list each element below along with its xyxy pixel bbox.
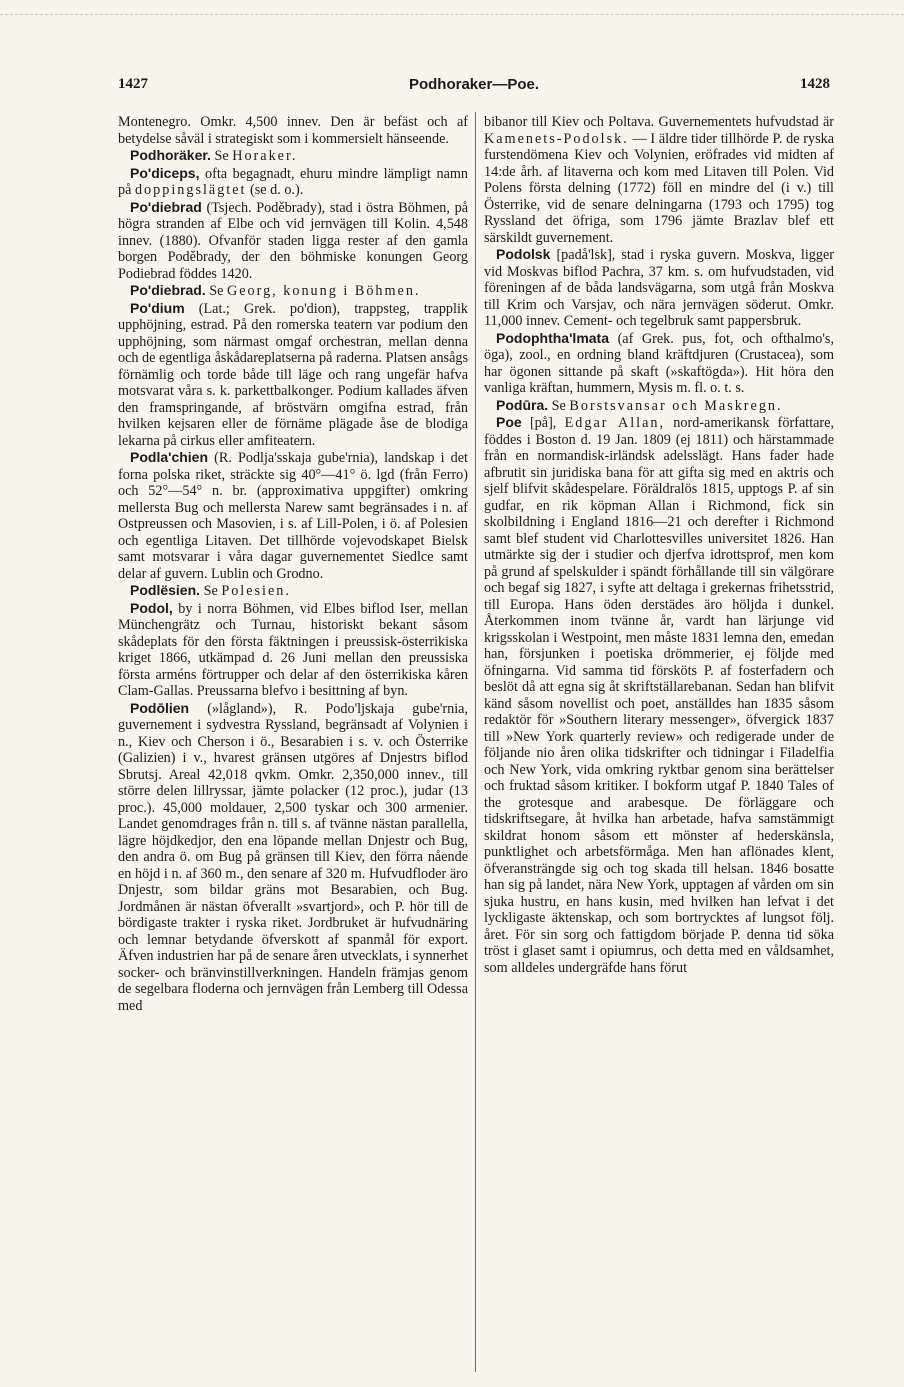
entry-text: bibanor till Kiev och Poltava. Guvernementets hufvudstad är (484, 114, 834, 130)
entry-text: [padå'lsk], stad i ryska guvern. Moskva, ligger vid Moskvas biflod Pachra, 37 km. s. om hufvudstaden, vid föreningen af de båda landsvägarna, som utgå från Moskva till Krim och Varsjav, och nära jernvägen söderut. Omkr. 11,000 innev. Cement- och tegelbruk samt pappersbruk. (484, 247, 835, 329)
entry-headword: Podōlien (130, 699, 190, 716)
entry-text: (Lat.; Grek. po'dion), trappsteg, trapplik upphöjning, estrad. På den romerska teatern var podium den upphöjning, som närmast omgaf orchestran, mellan denna och de egentliga åskådareplatserna på raderna. Platsen ansågs förnämlig och torde både till läge och rang ungefär hafva motsvarat våra s. k. parkettbalkonger. Podium kallades äfven den framspringande, af bröstvärn omgifna estrad, från hvilken kejsaren eller de förnäme plägade åse de blodiga lekarna på cirkus eller amfiteatern. (118, 300, 468, 449)
dictionary-entry (118, 600, 468, 700)
entry-text: (af Grek. pus, fot, och ofthalmo's, öga), zool., en ordning bland kräftdjuren (Crustacea), som har ögonen sittande på skaft (»skaftögda»). Hit höra den vanliga kräftan, hummern, Mysis m. fl. o. t. s. (484, 330, 834, 396)
entry-see-label: Se (214, 148, 229, 164)
dictionary-entry (118, 165, 468, 199)
right-column (484, 114, 834, 976)
dictionary-entry (118, 300, 468, 450)
dictionary-entry (118, 582, 468, 600)
entry-cross-reference: Georg, konung i Böhmen. (226, 283, 421, 299)
entry-text: by i norra Böhmen, vid Elbes biflod Iser, mellan Münchengrätz och Turnau, historiskt bekant såsom skådeplats för den första fäktningen i preussisk-österrikiska kriget 1866, utkämpad d. 26 Juni mellan den preussiska första arméns förtrupper och delar af den österrikiska kåren Clam-Gallas. Preussarna blefvo i besittning af byn. (118, 600, 469, 699)
dictionary-entry (484, 330, 834, 397)
entry-text: (R. Podlja'sskaja gube'rnia), landskap i det forna polska riket, sträckte sig 40°—41° ö. lgd (från Ferro) och 52°—54° n. br. (approximativa uppgifter) omkring mellersta Bug och mellersta Narew samt begränsades i n. af Ostpreussen och Masovien, i s. af Lill-Polen, i ö. af Polesien och egentliga Litaven. Det tillhörde vojevodskapet Bielsk samt motsvarar i våra dagar guvernementet Siedlce samt delar af guvern. Lublin och Grodno. (118, 450, 468, 582)
entry-text: (Tsjech. Poděbrady), stad i östra Böhmen, på högra stranden af Elbe och vid jernvägen till Kolin. 4,548 innev. (1880). Ofvanför staden ligga rester af den gamla borgen Poděbrady, der den böhmiske konungen Georg Podiebrad föddes 1420. (118, 199, 469, 282)
entry-headword: Po'dium (130, 299, 185, 316)
page-number-left: 1427 (118, 76, 148, 92)
dictionary-entry (484, 414, 834, 976)
entry-text-continued: (se d. o.). (250, 182, 304, 198)
entry-text: [på], (529, 415, 557, 431)
entry-see-label: Se (551, 397, 566, 414)
dictionary-entry (118, 199, 468, 283)
dictionary-entry (484, 114, 834, 246)
entry-headword: Podol, (130, 599, 173, 616)
entry-headword: Po'diceps, (130, 164, 200, 181)
entry-headword: Poe (496, 414, 522, 430)
entry-text: ofta begagnadt, ehuru mindre lämpligt namn på (118, 165, 469, 198)
entry-cross-reference: Horaker. (232, 148, 298, 164)
dictionary-entry (118, 114, 468, 147)
entry-cross-reference: Borstsvansar och Maskregn. (569, 397, 783, 414)
column-divider (475, 112, 476, 1372)
left-column (118, 114, 468, 1014)
dictionary-entry (484, 246, 834, 330)
page-number-right: 1428 (800, 76, 830, 92)
entry-cross-reference: Edgar Allan, (564, 415, 666, 431)
dictionary-entry (118, 282, 468, 300)
entry-headword: Podūra. (496, 396, 549, 413)
entry-headword: Podla'chien (130, 449, 209, 465)
entry-text: Montenegro. Omkr. 4,500 innev. Den är befäst och af betydelse såväl i strategiskt som i kommersielt hänseende. (118, 114, 468, 147)
entry-cross-reference: Kamenets-Podolsk. (484, 130, 629, 147)
entry-see-label: Se (209, 283, 224, 299)
entry-text: (»lågland»), R. Podo'ljskaja gube'rnia, guvernement i sydvestra Ryssland, begränsadt af Volynien i n., Kiev och Cherson i ö., Besarabien i s. v. och Österrike (Galizien) i v., hvarest gränsen utgöres af Dnjestrs biflod Sbrutsj. Areal 42,018 qvkm. Omkr. 2,350,000 innev., till större delen lillryssar, jämte polacker (12 proc.), judar (13 proc.). 45,000 moldauer, 2,500 tyskar och 300 armenier. Landet genomdrages från n. till s. af tvänne nästan parallella, lägre höjdkedjor, den ena löpande mellan Dnjestr och Bug, den andra ö. om Bug på gränsen till Kiev, den förra nående en höjd i n. af 360 m., den senare af 320 m. Hufvudfloder äro Dnjestr, som bildar gräns mot Besarabien, och Bug. Jordmånen är nästan öfverallt »svartjord», och P. hör till de bördigaste trakter i ryska riket. Jordbruket är hufvudnäring och lemnar betydande öfverskott af spanmål för export. Äfven industrien har på de senare åren utvecklats, i synnerhet socker- och bränvinstillverkningen. Handeln främjas genom de segelbara floderna och jernvägen från Lemberg till Odessa med (118, 700, 469, 1014)
entry-headword: Podophtha'lmata (496, 329, 609, 346)
entry-headword: Podolsk (496, 246, 551, 262)
entry-text-continued: — I äldre tider tillhörde P. de ryska furstendömena Kiev och Volynien, eröfrades vid midten af 14:de årh. af litaverna och kom med Litaven till Polen. Vid Polens första delning (1772) föll en mindre del (i v.) till Österrike, vid de senare delningarna (1793 och 1795) tog Ryssland det öfriga, som 1796 jämte Brazlav blef ett särskildt guvernement. (484, 130, 834, 246)
entry-headword: Podlësien. (130, 582, 201, 598)
entry-cross-reference: doppingslägtet (134, 182, 247, 198)
dictionary-entry (118, 700, 468, 1015)
dictionary-entry (118, 449, 468, 582)
header-title: Podhoraker—Poe. (408, 76, 540, 93)
dictionary-entry (118, 147, 468, 165)
entry-text-continued: nord-amerikansk författare, föddes i Boston d. 19 Jan. 1809 (ej 1811) och härstammade från en normandisk-irländsk adelsslägt. Hans fader hade afbrutit sin juridiska bana för att gifta sig med en aktris och sjelf blifvit skådespelare. Föräldralös 1815, upptogs P. af sin gudfar, en rik köpman Allan i Richmond, fick sin skolbildning i England 1816—21 och derefter i Richmond samt blef student vid Charlottesvilles universitet 1826. Han utmärkte sig der i studier och djerfva idrottsprof, men kom på grund af spelskulder i spändt förhållande till sin välgörare och begaf sig 1827, i syfte att deltaga i grekernas frihetsstrid, till Europa. Hans öden derstädes äro höljda i dunkel. Återkommen inom tvänne år, vardt han lärjunge vid krigsskolan i Westpoint, men måste 1831 lemna den, emedan han, försjunken i poetiska drömmerier, ej följde med öfningarna. Vid samma tid försköts P. af fosterfadern och beslöt då att egna sig åt skriftställarebanan. Sedan han blifvit känd såsom novellist och poet, anställdes han 1835 såsom redaktör för »Southern literary messenger», öfvergick 1837 till »New York quarterly review» och redigerade under de följande nio åren olika tidskrifter och tidningar i Filadelfia och New York, vida omkring ryktbar genom sina berättelser och fruktad såsom kritiker. I bokform utgaf P. 1840 Tales of the grotesque and arabesque. De förläggare och tidskriftsegare, åt hvilka han arbetade, hafva samstämmigt skildrat honom såsom ett mönster af hederskänsla, punktlighet och arbetsförmåga. Men han aflönades klent, öfveransträngde sig och tog skada till helsan. 1846 bosatte han sig på landet, nära New York, upptagen af vården om sin sjuka hustru, en hans kusin, med hvilken han lefvat i det lyckligaste äktenskap, och som bortrycktes af lungsot följ. året. För sin sorg och fattigdom började P. denna tid söka tröst i glaset samt i opiumrus, och detta med en våldsamhet, som alldeles undergräfde hans förut (484, 415, 834, 976)
entry-headword: Po'diebrad. (130, 282, 206, 298)
entry-headword: Po'diebrad (130, 198, 202, 215)
dictionary-entry (484, 397, 834, 415)
entry-see-label: Se (203, 583, 218, 599)
running-header (118, 76, 830, 100)
entry-headword: Podhoräker. (130, 147, 211, 163)
entry-cross-reference: Polesien. (221, 583, 291, 599)
scan-edge (0, 14, 904, 16)
